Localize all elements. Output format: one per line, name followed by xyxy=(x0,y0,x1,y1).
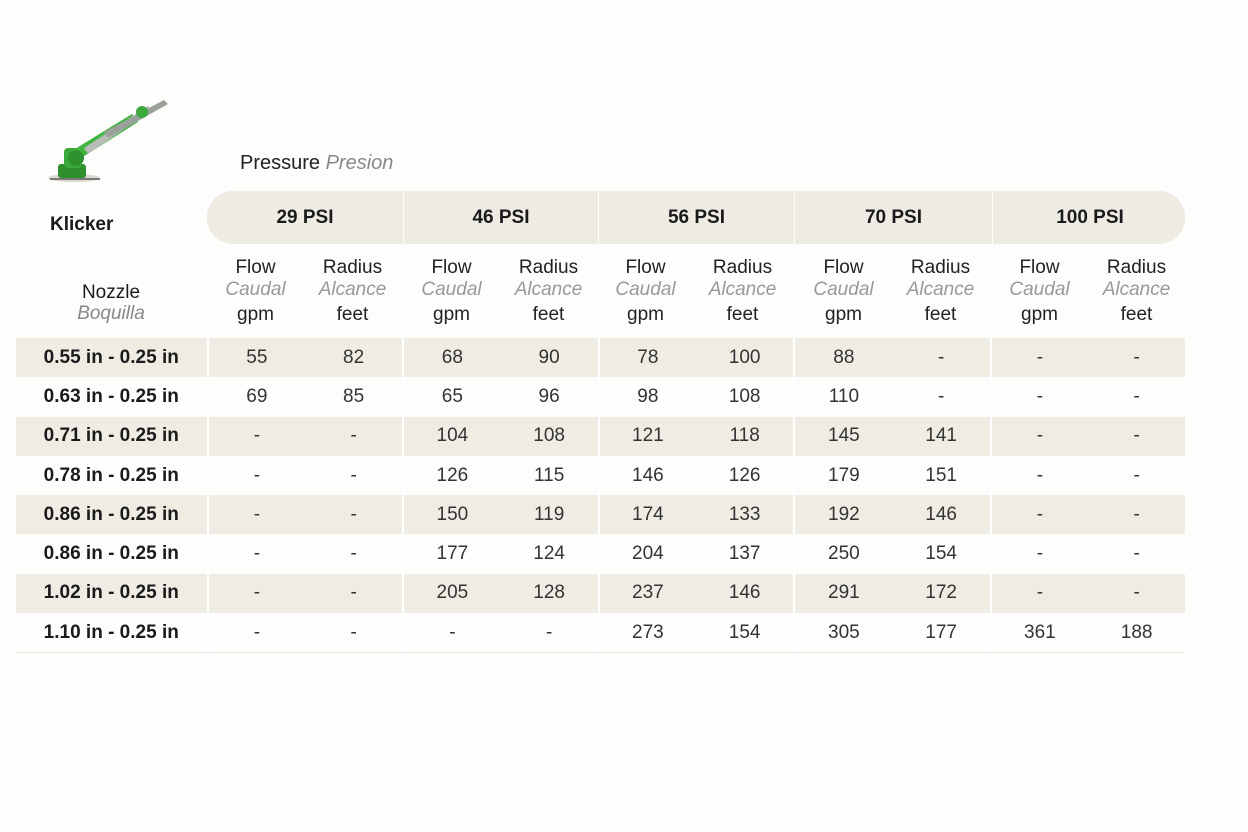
radius-value-cell: 126 xyxy=(696,456,795,495)
subheader-flow-100 xyxy=(991,257,1088,329)
radius-value-cell: - xyxy=(501,613,600,652)
radius-value-cell: - xyxy=(1133,503,1140,525)
flow-value-cell: - xyxy=(1036,543,1044,565)
flow-value-cell: 305 xyxy=(828,621,860,643)
flow-value-cell: - xyxy=(1036,464,1044,486)
table-row xyxy=(16,495,1185,534)
flow-value-cell: - xyxy=(253,582,261,604)
flow-label: Flow xyxy=(431,257,472,278)
radius-value-cell: 108 xyxy=(696,377,795,416)
flow-value-cell: 174 xyxy=(632,503,664,525)
radius-value-cell: 85 xyxy=(305,377,404,416)
flow-value-cell: 98 xyxy=(637,385,659,407)
radius-value-cell: - xyxy=(893,377,992,416)
flow-unit: gpm xyxy=(825,304,862,325)
pressure-col-100: 100 PSI xyxy=(992,191,1187,244)
radius-value-cell: 124 xyxy=(501,534,600,573)
flow-value-cell: - xyxy=(253,543,261,565)
flow-value-cell: 177 xyxy=(436,543,469,565)
nozzle-size-cell: 0.78 in - 0.25 in xyxy=(16,456,209,495)
flow-unit: gpm xyxy=(237,304,274,325)
caudal-label: Caudal xyxy=(225,279,286,300)
flow-value-cell: 204 xyxy=(632,543,664,565)
flow-value-cell: - xyxy=(1036,346,1044,368)
radius-value-cell: - xyxy=(305,495,404,534)
radius-label: Radius xyxy=(1106,257,1167,278)
model-name: Klicker xyxy=(50,214,114,235)
radius-value-cell: - xyxy=(305,574,404,613)
flow-value-cell: 78 xyxy=(637,346,659,368)
flow-label: Flow xyxy=(235,257,276,278)
flow-value-cell: 146 xyxy=(632,464,664,486)
caudal-label: Caudal xyxy=(813,279,874,300)
flow-label: Flow xyxy=(1019,257,1060,278)
subheader-flow-29 xyxy=(207,257,304,329)
subheader-radius-29 xyxy=(304,257,401,329)
flow-value-cell: - xyxy=(449,621,456,643)
nozzle-size-cell: 0.86 in - 0.25 in xyxy=(16,495,209,534)
radius-value-cell: 141 xyxy=(893,417,992,456)
flow-value-cell: - xyxy=(253,464,261,486)
sprinkler-product-image xyxy=(44,96,176,186)
radius-value-cell: 82 xyxy=(305,338,404,377)
flow-label: Flow xyxy=(823,257,864,278)
radius-value-cell: 118 xyxy=(696,417,795,456)
radius-label: Radius xyxy=(910,257,971,278)
nozzle-header-en: Nozzle xyxy=(81,282,141,303)
radius-label: Radius xyxy=(712,257,773,278)
radius-unit: feet xyxy=(726,304,759,325)
flow-value-cell: 110 xyxy=(828,385,860,407)
flow-value-cell: 55 xyxy=(246,346,268,368)
subheader-flow-46 xyxy=(403,257,500,329)
radius-label: Radius xyxy=(322,257,383,278)
flow-value-cell: 121 xyxy=(632,425,664,447)
flow-value-cell: - xyxy=(1036,503,1044,525)
radius-value-cell: 108 xyxy=(501,417,600,456)
radius-value-cell: - xyxy=(305,456,404,495)
flow-value-cell: 192 xyxy=(828,503,860,525)
radius-value-cell: 90 xyxy=(501,338,600,377)
radius-value-cell: 154 xyxy=(893,534,992,573)
radius-value-cell: 133 xyxy=(696,495,795,534)
radius-value-cell: 100 xyxy=(696,338,795,377)
flow-unit: gpm xyxy=(627,304,664,325)
flow-unit: gpm xyxy=(433,304,470,325)
flow-value-cell: - xyxy=(1036,385,1044,407)
radius-unit: feet xyxy=(336,304,369,325)
alcance-label: Alcance xyxy=(906,279,975,300)
table-row xyxy=(16,456,1185,495)
pressure-col-29: 29 PSI xyxy=(276,206,334,228)
pressure-header-bar xyxy=(207,191,1185,244)
flow-value-cell: - xyxy=(253,503,261,525)
nozzle-size-cell: 1.10 in - 0.25 in xyxy=(16,613,209,652)
nozzle-size-cell: 0.55 in - 0.25 in xyxy=(16,338,209,377)
pressure-title xyxy=(240,152,393,175)
radius-unit: feet xyxy=(1120,304,1153,325)
radius-value-cell: 128 xyxy=(501,574,600,613)
table-row xyxy=(16,613,1185,653)
subheader-flow-56 xyxy=(597,257,694,329)
radius-value-cell: 146 xyxy=(696,574,795,613)
flow-label: Flow xyxy=(625,257,666,278)
radius-value-cell: 96 xyxy=(501,377,600,416)
alcance-label: Alcance xyxy=(514,279,583,300)
table-row xyxy=(16,534,1185,573)
caudal-label: Caudal xyxy=(421,279,482,300)
alcance-label: Alcance xyxy=(1102,279,1171,300)
radius-unit: feet xyxy=(532,304,565,325)
radius-value-cell: 177 xyxy=(893,613,992,652)
caudal-label: Caudal xyxy=(1009,279,1070,300)
alcance-label: Alcance xyxy=(708,279,777,300)
nozzle-size-cell: 0.86 in - 0.25 in xyxy=(16,534,209,573)
flow-value-cell: - xyxy=(1036,425,1044,447)
subheader-radius-46 xyxy=(500,257,597,329)
flow-value-cell: 65 xyxy=(441,385,463,407)
pressure-col-46: 46 PSI xyxy=(403,191,598,244)
caudal-label: Caudal xyxy=(615,279,676,300)
radius-value-cell: - xyxy=(1133,543,1140,565)
nozzle-size-cell: 0.71 in - 0.25 in xyxy=(16,417,209,456)
radius-value-cell: 172 xyxy=(893,574,992,613)
subheader-radius-100 xyxy=(1088,257,1185,329)
flow-value-cell: 104 xyxy=(436,425,469,447)
radius-value-cell: 154 xyxy=(696,613,795,652)
nozzle-size-cell: 1.02 in - 0.25 in xyxy=(16,574,209,613)
subheader-radius-56 xyxy=(694,257,791,329)
radius-value-cell: 119 xyxy=(501,495,600,534)
flow-value-cell: - xyxy=(253,621,261,643)
flow-value-cell: 69 xyxy=(246,385,268,407)
flow-value-cell: 361 xyxy=(1024,621,1056,643)
flow-value-cell: 145 xyxy=(828,425,860,447)
radius-value-cell: - xyxy=(305,613,404,652)
radius-value-cell: 188 xyxy=(1120,621,1153,643)
flow-value-cell: 250 xyxy=(828,543,860,565)
nozzle-column-header xyxy=(16,282,206,324)
radius-value-cell: 146 xyxy=(893,495,992,534)
flow-value-cell: 205 xyxy=(436,582,469,604)
radius-value-cell: 115 xyxy=(501,456,600,495)
radius-unit: feet xyxy=(924,304,957,325)
flow-value-cell: 179 xyxy=(828,464,860,486)
flow-value-cell: - xyxy=(1036,582,1044,604)
radius-value-cell: - xyxy=(1133,582,1140,604)
flow-value-cell: 88 xyxy=(833,346,855,368)
flow-value-cell: 237 xyxy=(632,582,664,604)
alcance-label: Alcance xyxy=(318,279,387,300)
radius-value-cell: - xyxy=(1133,464,1140,486)
flow-value-cell: 291 xyxy=(828,582,860,604)
table-row xyxy=(16,417,1185,456)
pressure-title-en: Pressure xyxy=(240,152,321,174)
flow-value-cell: 150 xyxy=(436,503,469,525)
flow-value-cell: - xyxy=(253,425,261,447)
flow-value-cell: 126 xyxy=(436,464,469,486)
radius-label: Radius xyxy=(518,257,579,278)
flow-unit: gpm xyxy=(1021,304,1058,325)
table-row xyxy=(16,574,1185,613)
nozzle-size-cell: 0.63 in - 0.25 in xyxy=(16,377,209,416)
subheader-radius-70 xyxy=(892,257,989,329)
radius-value-cell: - xyxy=(305,417,404,456)
radius-value-cell: 137 xyxy=(696,534,795,573)
flow-value-cell: 68 xyxy=(441,346,463,368)
pressure-title-es: Presion xyxy=(325,152,394,174)
pressure-col-56: 56 PSI xyxy=(598,191,794,244)
radius-value-cell: - xyxy=(893,338,992,377)
nozzle-header-es: Boquilla xyxy=(77,303,145,324)
subheader-flow-70 xyxy=(795,257,892,329)
flow-value-cell: 273 xyxy=(632,621,664,643)
radius-value-cell: - xyxy=(1133,425,1140,447)
radius-value-cell: - xyxy=(1133,346,1140,368)
radius-value-cell: - xyxy=(1133,385,1140,407)
performance-table xyxy=(16,338,1185,653)
radius-value-cell: - xyxy=(305,534,404,573)
pressure-col-70: 70 PSI xyxy=(794,191,992,244)
table-row xyxy=(16,338,1185,377)
table-row xyxy=(16,377,1185,416)
radius-value-cell: 151 xyxy=(893,456,992,495)
